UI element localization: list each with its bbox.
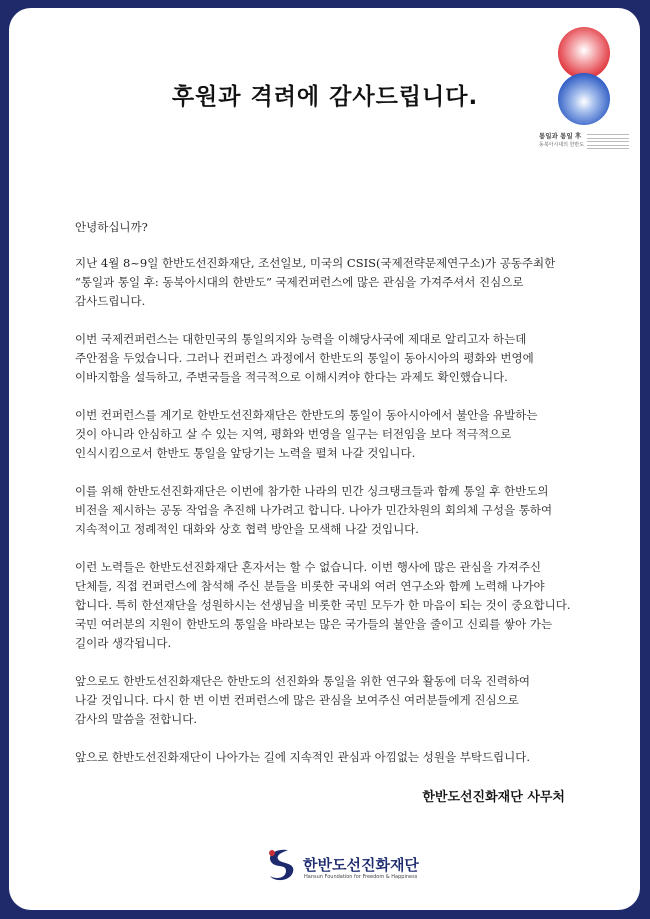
text-line: 감사드립니다.: [75, 294, 146, 308]
conference-name: 통일과 통일 후: [539, 132, 582, 140]
conference-emblem-icon: [549, 26, 619, 126]
text-line: 이번 국제컨퍼런스는 대한민국의 통일의지와 능력을 이해당사국에 제대로 알리고자 하는데: [75, 332, 527, 346]
text-line: 길이라 생각됩니다.: [75, 636, 172, 650]
text-line: 것이 아니라 안심하고 살 수 있는 지역, 평화와 번영을 일구는 터전임을 보다 적극적으로: [75, 427, 512, 441]
text-line: 이를 위해 한반도선진화재단은 이번에 참가한 나라의 민간 싱크탱크들과 함께 통일 후 한반도의: [75, 484, 549, 498]
text-line: “통일과 통일 후: 동북아시대의 한반도” 국제컨퍼런스에 많은 관심을 가져주셔서 진심으로: [75, 275, 524, 289]
text-line: 주안점을 두었습니다. 그러나 컨퍼런스 과정에서 한반도의 통일이 동아시아의 평화와 번영에: [75, 351, 534, 365]
text-line: 국민 여러분의 지원이 한반도의 통일을 바라보는 많은 국가들의 불안을 줄이고 신뢰를 쌓아 가는: [75, 617, 553, 631]
text-line: 앞으로 한반도선진화재단이 나아가는 길에 지속적인 관심과 아낌없는 성원을 부탁드립니다.: [75, 750, 531, 764]
text-line: 앞으로도 한반도선진화재단은 한반도의 선진화와 통일을 위한 연구와 활동에 더욱 진력하여: [75, 674, 531, 688]
page-title: 후원과 격려에 감사드립니다.: [171, 84, 479, 110]
paragraph: [75, 254, 575, 311]
paragraph: [75, 748, 575, 767]
text-line: 합니다. 특히 한선재단을 성원하시는 선생님을 비롯한 국민 모두가 한 마음이 되는 것이 중요합니다.: [75, 598, 571, 612]
swirl-s-logo-icon: [260, 844, 300, 884]
paragraph: [75, 482, 575, 539]
text-line: 이런 노력들은 한반도선진화재단 혼자서는 할 수 없습니다. 이번 행사에 많은 관심을 가져주신: [75, 560, 542, 574]
text-line: 단체들, 직접 컨퍼런스에 참석해 주신 분들을 비롯한 국내외 여러 연구소와 함께 노력해 나가야: [75, 579, 545, 593]
text-line: 비전을 제시하는 공동 작업을 추진해 나가려고 합니다. 나아가 민간차원의 회의체 구성을 통하여: [75, 503, 553, 517]
paragraph: [75, 558, 575, 653]
text-line: 감사의 말씀을 전합니다.: [75, 712, 198, 726]
greeting: 안녕하십니까?: [75, 220, 148, 234]
text-line: 지속적이고 정례적인 대화와 상호 협력 방안을 모색해 나갈 것입니다.: [75, 522, 419, 536]
foundation-logo-name: 한반도선진화재단: [303, 856, 419, 874]
text-line: 이바지함을 설득하고, 주변국들을 적극적으로 이해시켜야 한다는 과제도 확인했습니다.: [75, 370, 508, 384]
conference-subtitle: 동북아시대의 한반도: [539, 142, 585, 148]
paragraph: [75, 672, 575, 729]
text-line: 나갈 것입니다. 다시 한 번 이번 컨퍼런스에 많은 관심을 보여주신 여러분들에게 진심으로: [75, 693, 519, 707]
paragraph: [75, 406, 575, 463]
text-line: 지난 4월 8~9일 한반도선진화재단, 조선일보, 미국의 CSIS(국제전략문제연구소)가 공동주최한: [75, 256, 556, 270]
text-line: 인식시킴으로서 한반도 통일을 앞당기는 노력을 펼쳐 나갈 것입니다.: [75, 446, 416, 460]
text-line: 이번 컨퍼런스를 계기로 한반도선진화재단은 한반도의 통일이 동아시아에서 불안을 유발하는: [75, 408, 538, 422]
letter-body: [75, 218, 575, 786]
foundation-logo-english: Hansun Foundation for Freedom & Happiness: [304, 874, 418, 880]
signature: 한반도선진화재단 사무처: [422, 790, 565, 805]
conference-fine-print: [587, 134, 629, 152]
paragraph: [75, 330, 575, 387]
letter-card: [9, 8, 640, 910]
